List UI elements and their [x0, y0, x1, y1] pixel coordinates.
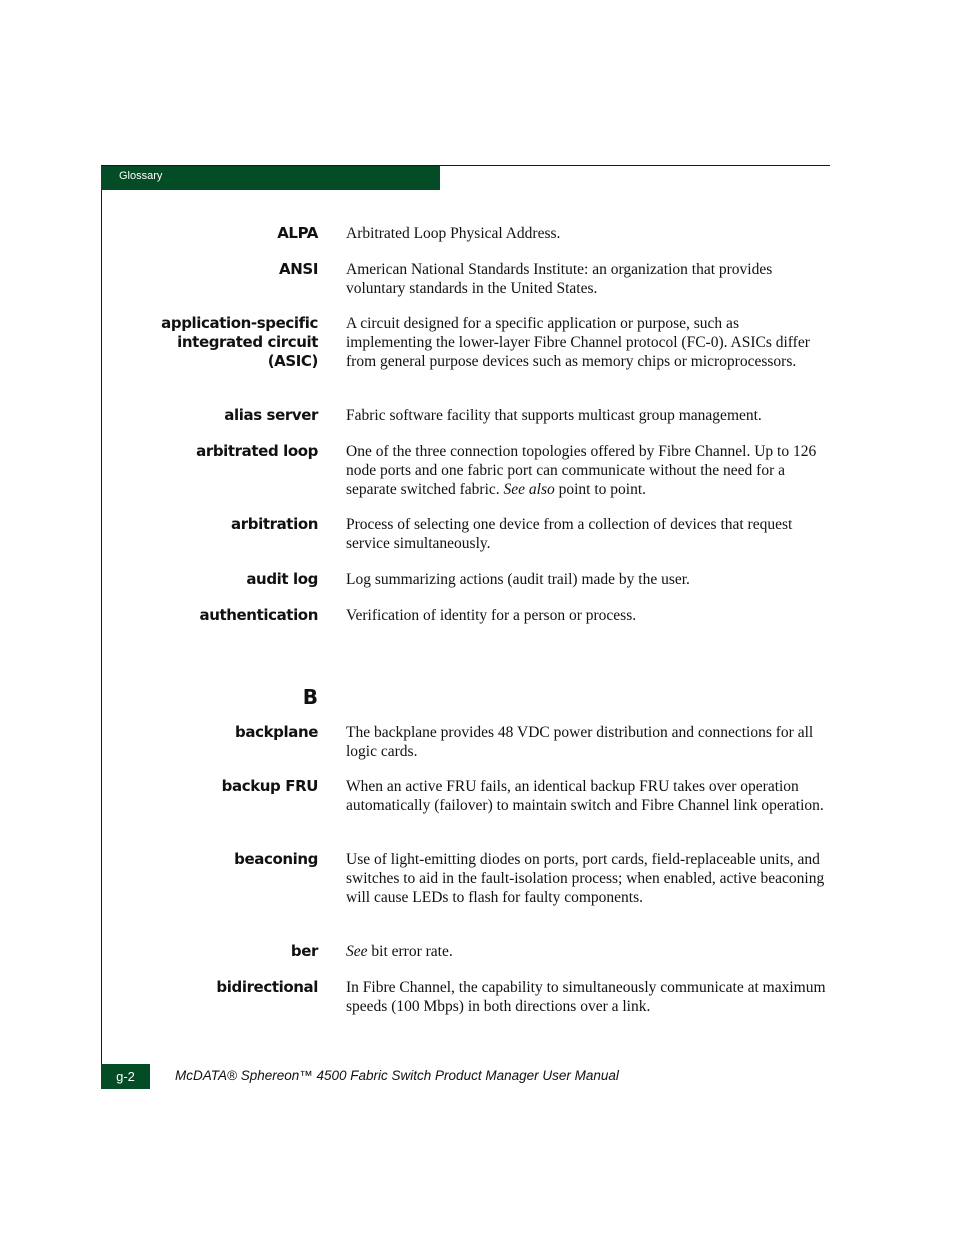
glossary-definition: The backplane provides 48 VDC power distribution and connections for all logic cards.: [346, 724, 814, 760]
glossary-term: ber: [290, 942, 318, 960]
glossary-term: backplane: [235, 723, 318, 741]
glossary-definition: A circuit designed for a specific application or purpose, such as implementing the lower-layer Fibre Channel protocol (FC-0). ASICs differ from general purpose devices such as memory chips or microprocessors.: [346, 315, 810, 370]
page-number: g-2: [116, 1069, 135, 1084]
glossary-term: arbitrated loop: [196, 442, 318, 460]
definition-cross-reference: See also: [503, 481, 555, 498]
definition-cross-reference: See: [346, 943, 368, 960]
header-band: [101, 166, 440, 190]
definition-text: One of the three connection topologies offered by Fibre Channel. Up to 126 node ports and one fabric port can communicate without the need for a separate switched fabric.: [346, 443, 817, 498]
glossary-term: audit log: [246, 570, 318, 588]
section-header: Glossary: [119, 170, 163, 182]
glossary-definition: Use of light-emitting diodes on ports, port cards, field-replaceable units, and switches to aid in the fault-isolation process; when enabled, active beaconing will cause LEDs to flash for faulty components.: [346, 851, 825, 906]
glossary-term: ANSI: [279, 260, 318, 278]
glossary-term: beaconing: [234, 850, 318, 868]
glossary-definition: Verification of identity for a person or process.: [346, 607, 637, 624]
section-letter: B: [302, 685, 318, 709]
glossary-term: authentication: [199, 606, 318, 624]
glossary-definition: [346, 942, 826, 961]
glossary-definition: When an active FRU fails, an identical backup FRU takes over operation automatically (failover) to maintain switch and Fibre Channel link operation.: [346, 778, 824, 814]
definition-text: bit error rate.: [367, 943, 453, 960]
glossary-definition: Fabric software facility that supports multicast group management.: [346, 407, 762, 424]
glossary-definition: [346, 442, 826, 499]
glossary-definition: Log summarizing actions (audit trail) made by the user.: [346, 571, 690, 588]
manual-title: McDATA® Sphereon™ 4500 Fabric Switch Product Manager User Manual: [175, 1068, 619, 1083]
glossary-definition: Arbitrated Loop Physical Address.: [346, 225, 561, 242]
glossary-term: application-specific integrated circuit (ASIC): [161, 314, 318, 370]
glossary-term: ALPA: [277, 224, 318, 242]
glossary-definition: Process of selecting one device from a collection of devices that request service simultaneously.: [346, 516, 793, 552]
glossary-definition: American National Standards Institute: an organization that provides voluntary standards in the United States.: [346, 261, 773, 297]
footer-page-badge: [101, 1064, 150, 1089]
glossary-definition: In Fibre Channel, the capability to simultaneously communicate at maximum speeds (100 Mbps) in both directions over a link.: [346, 979, 826, 1015]
glossary-term: backup FRU: [221, 777, 318, 795]
glossary-term: bidirectional: [216, 978, 318, 996]
glossary-term: arbitration: [231, 515, 318, 533]
glossary-term: alias server: [224, 406, 318, 424]
left-rule: [101, 165, 102, 1089]
definition-text: point to point.: [554, 481, 647, 498]
